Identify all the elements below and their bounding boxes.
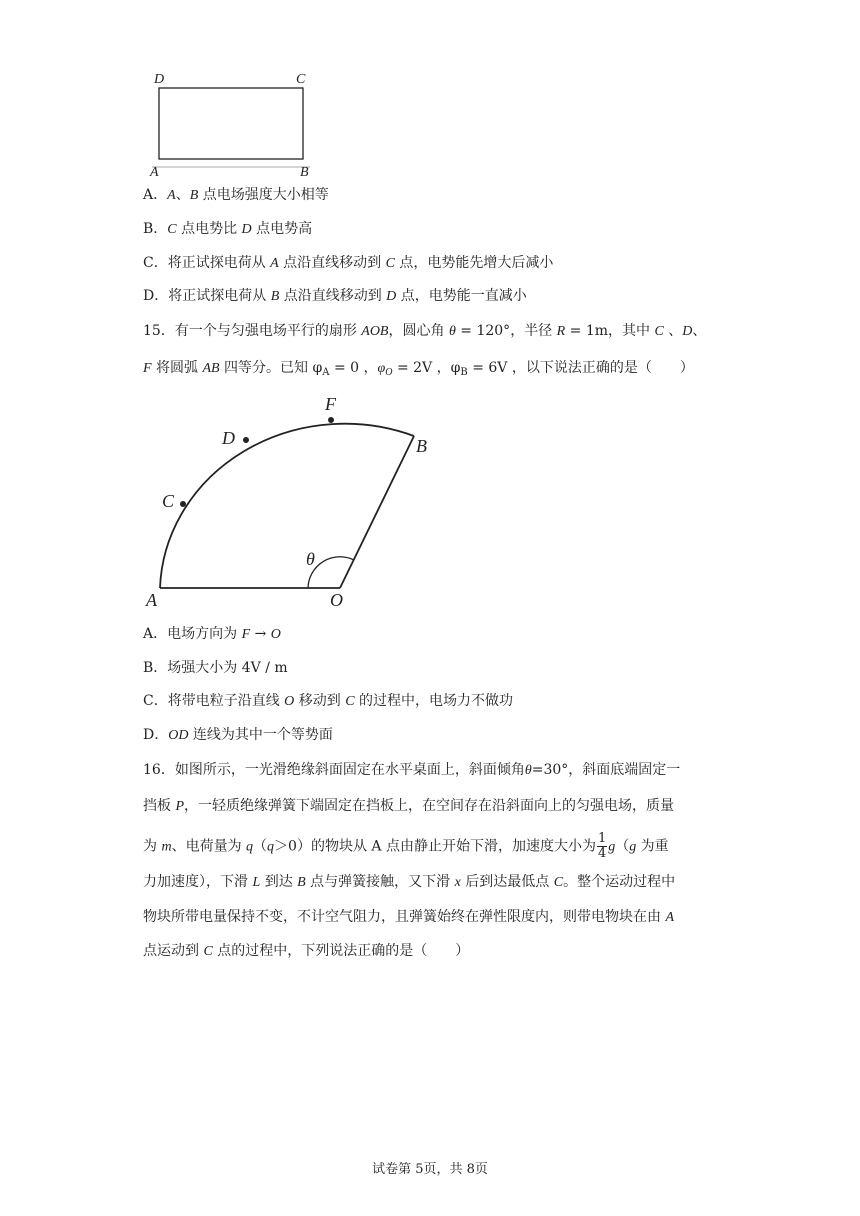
q15-stem-line1: 15．有一个与匀强电场平行的扇形 AOB，圆心角 θ = 120°，半径 R = 1m，其中 C 、D、 [143, 323, 707, 339]
q14-option-a: A．A、B 点电场强度大小相等 [143, 187, 329, 203]
q16-stem-line4: 力加速度），下滑 L 到达 B 点与弹簧接触，又下滑 x 后到达最低点 C。整个运动过程中 [143, 874, 676, 890]
radius-ob [340, 436, 414, 588]
label-F: F [325, 394, 336, 414]
q16-stem-line6: 点运动到 C 点的过程中，下列说法正确的是（ ） [143, 943, 470, 959]
rectangle-abcd [159, 88, 303, 159]
label-theta: θ [306, 549, 315, 569]
sector-figure [140, 390, 440, 615]
label-C: C [162, 491, 175, 511]
point-d [243, 437, 249, 443]
label-B: B [300, 165, 309, 180]
q15-option-c: C．将带电粒子沿直线 O 移动到 C 的过程中，电场力不做功 [143, 693, 513, 709]
label-A: A [146, 590, 157, 610]
label-C: C [296, 72, 306, 87]
page-footer: 试卷第 5页，共 8页 [372, 1162, 488, 1177]
q14-option-d: D．将正试探电荷从 B 点沿直线移动到 D 点，电势能一直减小 [143, 288, 527, 304]
q14-option-c: C．将正试探电荷从 A 点沿直线移动到 C 点，电势能先增大后减小 [143, 255, 554, 271]
q16-stem-line5: 物块所带电量保持不变，不计空气阻力，且弹簧始终在弹性限度内，则带电物块在由 A [143, 909, 675, 925]
q16-stem-line3: 为 m、电荷量为 q（q＞0）的物块从 A 点由静止开始下滑，加速度大小为 $\frac{1}{4}$ g（g 为重 [143, 831, 669, 861]
q15-option-b: B．场强大小为 4V / m [143, 660, 288, 676]
arc-ab [160, 424, 414, 588]
label-A: A [150, 165, 159, 180]
q15-option-d: D．OD 连线为其中一个等势面 [143, 727, 333, 743]
q15-stem-line2: F 将圆弧 AB 四等分。已知 $\varphi_A = 0$ ，$\varphi_O = 2V$ ，$\varphi_B = 6V$ ，以下说法正确的是（ ） [143, 360, 694, 378]
q14-option-b: B．C 点电势比 D 点电势高 [143, 221, 313, 237]
fraction-one-quarter: $\frac{1}{4}$ [597, 831, 607, 861]
q16-stem-line2: 挡板 P，一轻质绝缘弹簧下端固定在挡板上，在空间存在沿斜面向上的匀强电场，质量 [143, 798, 675, 814]
label-O: O [330, 590, 343, 610]
rectangle-figure [140, 66, 330, 180]
label-B: B [416, 436, 427, 456]
point-f [328, 417, 334, 423]
q15-option-a: A．电场方向为 F → O [143, 626, 281, 642]
q16-stem-line1: 16．如图所示，一光滑绝缘斜面固定在水平桌面上，斜面倾角θ=30°，斜面底端固定一 [143, 762, 681, 778]
label-D: D [154, 72, 165, 87]
point-c [180, 501, 186, 507]
label-D: D [222, 428, 235, 448]
